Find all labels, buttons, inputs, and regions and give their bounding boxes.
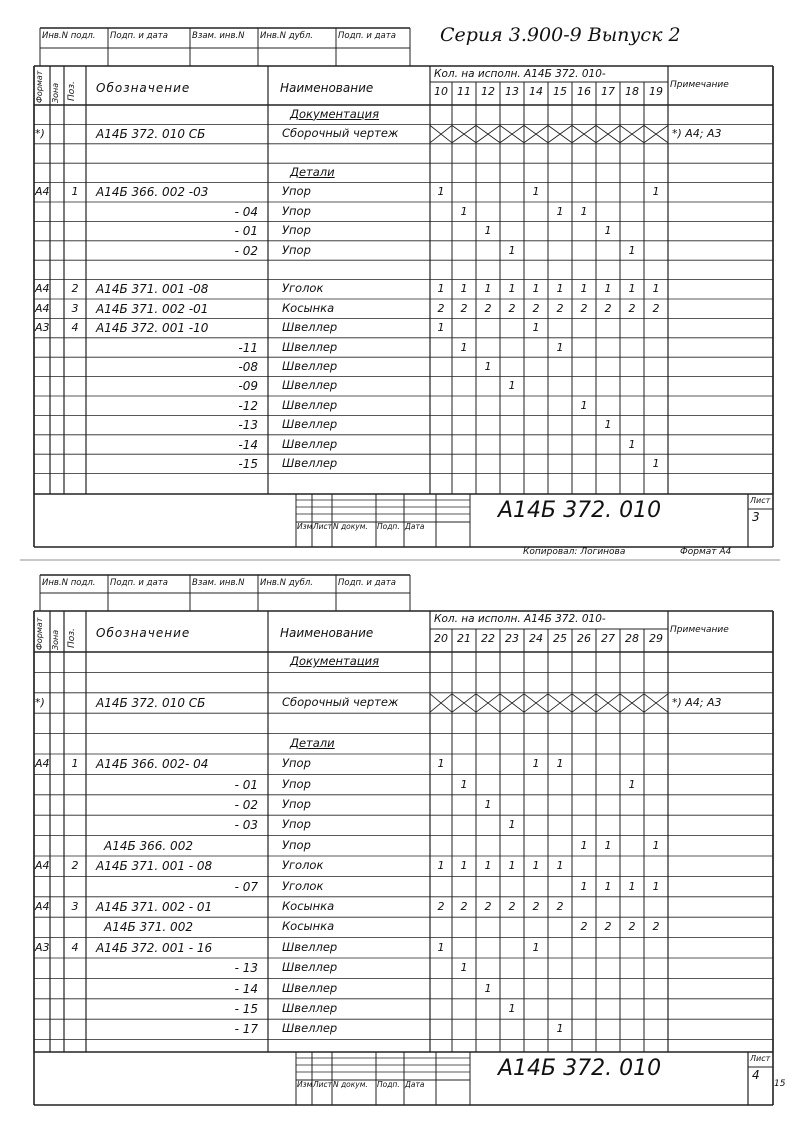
title-block-label: Изм <box>297 522 313 531</box>
qty-value: 2 <box>532 900 540 913</box>
qty-value: 1 <box>508 1002 516 1015</box>
qty-value: 2 <box>628 920 636 934</box>
col-header-format: Формат <box>35 70 44 103</box>
row-position: 2 <box>71 859 79 873</box>
qty-value: 2 <box>556 900 564 913</box>
row-designation: А14Б 366. 002- 04 <box>96 757 209 772</box>
qty-value: 1 <box>460 204 468 218</box>
qty-column-number: 14 <box>529 85 543 98</box>
row-name: Швеллер <box>282 436 338 451</box>
row-designation: -14 <box>238 437 258 452</box>
qty-column-number: 27 <box>601 632 615 645</box>
qty-value: 1 <box>580 838 588 852</box>
col-header-zone: Зона <box>51 82 60 103</box>
qty-value: 2 <box>604 920 612 934</box>
row-designation: - 02 <box>234 798 258 812</box>
qty-column-number: 16 <box>577 85 591 98</box>
qty-value: 2 <box>556 301 564 315</box>
row-name: Упор <box>282 776 311 791</box>
title-block-label: Лист <box>313 1080 333 1089</box>
row-name: Сборочный чертеж <box>282 126 399 141</box>
qty-value: 1 <box>437 859 445 873</box>
row-designation: А14Б 371. 002 -01 <box>96 301 209 316</box>
section-heading: Документация <box>290 106 380 121</box>
qty-column-number: 13 <box>505 85 519 98</box>
title-block-label: N докум. <box>333 1080 368 1089</box>
row-designation: - 03 <box>234 818 258 833</box>
row-position: 2 <box>71 282 79 296</box>
qty-value: 1 <box>508 379 516 393</box>
col-header-format: Формат <box>35 617 44 650</box>
qty-value: 1 <box>484 859 492 873</box>
qty-value: 1 <box>604 879 612 893</box>
qty-column-number: 22 <box>481 632 495 645</box>
qty-value: 2 <box>460 900 468 913</box>
qty-value: 1 <box>556 282 564 296</box>
row-name: Швеллер <box>282 1001 338 1015</box>
row-designation: - 07 <box>234 879 258 894</box>
row-format: А3 <box>35 940 50 954</box>
qty-value: 2 <box>460 301 468 315</box>
sheet-number: 3 <box>752 510 760 524</box>
row-designation: А14Б 366. 002 -03 <box>96 185 209 200</box>
qty-value: 1 <box>460 859 468 873</box>
qty-value: 1 <box>532 282 540 296</box>
row-designation: - 01 <box>234 224 258 239</box>
stamp-cell-label: Инв.N подл. <box>42 578 96 588</box>
row-designation: А14Б 372. 010 СБ <box>96 127 206 142</box>
qty-value: 1 <box>580 398 588 412</box>
sheet-number: 4 <box>752 1068 760 1082</box>
row-name: Швеллер <box>282 939 338 954</box>
row-designation: - 13 <box>234 961 258 976</box>
qty-value: 1 <box>437 282 445 296</box>
qty-value: 1 <box>460 282 468 296</box>
row-name: Упор <box>282 797 311 811</box>
qty-column-number: 11 <box>457 85 471 98</box>
row-name: Косынка <box>282 919 335 934</box>
row-designation: А14Б 372. 010 СБ <box>96 696 206 710</box>
row-name: Швеллер <box>282 358 338 373</box>
qty-value: 2 <box>604 301 612 315</box>
qty-column-number: 10 <box>434 85 448 98</box>
row-designation: А14Б 371. 002 <box>104 920 193 935</box>
row-name: Швеллер <box>282 378 338 393</box>
row-designation: А14Б 371. 001 - 08 <box>96 859 213 874</box>
sheet-label: Лист <box>750 496 771 505</box>
row-designation: - 15 <box>234 1002 258 1016</box>
qty-value: 2 <box>508 301 516 315</box>
qty-column-number: 20 <box>434 632 448 645</box>
row-designation: А14Б 372. 001 - 16 <box>96 940 213 955</box>
row-name: Швеллер <box>282 417 338 432</box>
qty-column-number: 23 <box>505 632 519 645</box>
row-position: 4 <box>71 321 79 335</box>
sheet-format: Формат А4 <box>680 547 732 557</box>
title-block-label: Подп. <box>377 522 400 531</box>
qty-value: 1 <box>532 321 540 335</box>
section-heading: Документация <box>290 654 380 669</box>
row-position: 3 <box>71 301 79 315</box>
qty-value: 1 <box>437 757 445 771</box>
row-name: Упор <box>282 184 311 199</box>
stamp-cell-label: Подп. и дата <box>338 578 396 588</box>
col-header-pos: Поз. <box>67 81 77 101</box>
qty-value: 1 <box>556 204 564 218</box>
qty-column-number: 26 <box>577 632 591 645</box>
qty-value: 1 <box>604 224 612 238</box>
qty-value: 2 <box>484 900 492 913</box>
qty-value: 1 <box>437 321 445 335</box>
qty-value: 1 <box>652 879 660 893</box>
row-designation: А14Б 372. 001 -10 <box>96 321 209 336</box>
row-designation: А14Б 371. 002 - 01 <box>96 900 213 914</box>
title-block-label: Дата <box>405 1080 425 1089</box>
qty-column-number: 12 <box>481 85 495 98</box>
col-header-name: Наименование <box>280 626 374 640</box>
row-designation: -12 <box>238 398 258 413</box>
row-position: 4 <box>71 940 79 954</box>
side-mark: 15 <box>774 1079 786 1089</box>
row-designation: - 01 <box>234 777 258 792</box>
row-designation: - 14 <box>234 981 258 996</box>
row-name: Швеллер <box>282 320 338 335</box>
qty-value: 1 <box>437 185 445 199</box>
qty-value: 2 <box>484 301 492 315</box>
row-name: Упор <box>282 223 311 238</box>
row-name: Швеллер <box>282 1021 338 1036</box>
qty-value: 2 <box>437 900 445 913</box>
qty-value: 1 <box>652 838 660 852</box>
qty-value: 1 <box>484 224 492 238</box>
stamp-cell-label: Взам. инв.N <box>192 578 245 588</box>
qty-value: 1 <box>556 340 564 354</box>
series-header: Серия 3.900-9 Выпуск 2 <box>440 24 681 46</box>
col-header-zone: Зона <box>51 629 60 650</box>
row-format: А4 <box>35 185 50 199</box>
col-header-designation: Обозначение <box>96 81 191 95</box>
qty-value: 1 <box>628 243 636 257</box>
col-header-note: Примечание <box>670 80 729 90</box>
row-name: Упор <box>282 756 311 771</box>
qty-column-number: 24 <box>529 632 543 645</box>
title-block-label: Дата <box>405 522 425 531</box>
row-name: Швеллер <box>282 455 338 470</box>
row-name: Упор <box>282 203 311 218</box>
stamp-cell-label: Подп. и дата <box>110 578 168 588</box>
row-name: Швеллер <box>282 980 338 995</box>
qty-value: 1 <box>556 1022 564 1036</box>
qty-value: 1 <box>484 798 492 811</box>
row-name: Уголок <box>282 878 324 893</box>
row-position: 1 <box>71 757 79 771</box>
col-header-pos: Поз. <box>67 628 77 648</box>
qty-value: 1 <box>652 185 660 199</box>
stamp-cell-label: Подп. и дата <box>110 31 168 41</box>
col-header-qty-group: Кол. на исполн. А14Б 372. 010- <box>434 613 606 625</box>
row-designation: - 04 <box>234 204 258 219</box>
row-designation: А14Б 366. 002 <box>104 838 193 853</box>
qty-value: 2 <box>580 301 588 315</box>
col-header-qty-group: Кол. на исполн. А14Б 372. 010- <box>434 68 606 80</box>
row-designation: -11 <box>238 340 258 355</box>
qty-value: 1 <box>628 879 636 893</box>
qty-value: 2 <box>508 900 516 913</box>
qty-value: 1 <box>484 359 492 373</box>
row-format: А4 <box>35 282 50 296</box>
qty-value: 1 <box>580 879 588 893</box>
row-name: Упор <box>282 242 311 257</box>
qty-value: 1 <box>460 340 468 354</box>
qty-value: 2 <box>652 301 660 315</box>
qty-value: 1 <box>532 757 540 771</box>
copied-by: Копировал: Логинова <box>523 547 626 557</box>
qty-value: 1 <box>508 282 516 296</box>
title-block-label: Лист <box>313 522 333 531</box>
row-format: А4 <box>35 301 50 315</box>
row-position: 3 <box>71 900 79 913</box>
qty-value: 1 <box>652 282 660 296</box>
sheet-label: Лист <box>750 1054 771 1063</box>
row-name: Упор <box>282 837 311 852</box>
col-header-note: Примечание <box>670 625 729 635</box>
qty-column-number: 18 <box>625 85 639 98</box>
qty-value: 1 <box>532 940 540 954</box>
qty-value: 1 <box>604 838 612 852</box>
qty-value: 1 <box>532 185 540 199</box>
row-designation: -15 <box>238 456 258 471</box>
qty-value: 1 <box>508 243 516 257</box>
row-format: *) <box>35 127 45 141</box>
qty-value: 1 <box>556 859 564 873</box>
qty-value: 1 <box>604 282 612 296</box>
row-name: Уголок <box>282 281 324 296</box>
document-code: А14Б 372. 010 <box>498 498 662 523</box>
col-header-name: Наименование <box>280 81 374 95</box>
row-name: Швеллер <box>282 397 338 412</box>
row-format: А4 <box>35 859 50 873</box>
qty-value: 2 <box>532 301 540 315</box>
row-designation: -13 <box>238 418 258 433</box>
stamp-cell-label: Подп. и дата <box>338 31 396 41</box>
qty-value: 1 <box>652 456 660 470</box>
stamp-cell-label: Взам. инв.N <box>192 31 245 41</box>
col-header-designation: Обозначение <box>96 626 191 640</box>
row-name: Косынка <box>282 899 335 913</box>
row-name: Сборочный чертеж <box>282 695 399 709</box>
title-block-label: N докум. <box>333 522 368 531</box>
qty-value: 1 <box>484 282 492 296</box>
qty-value: 2 <box>628 301 636 315</box>
row-designation: - 02 <box>234 243 258 258</box>
qty-value: 1 <box>437 940 445 954</box>
title-block-label: Подп. <box>377 1080 400 1089</box>
qty-column-number: 17 <box>601 85 615 98</box>
qty-value: 1 <box>460 961 468 975</box>
qty-value: 2 <box>437 301 445 315</box>
qty-column-number: 28 <box>625 632 639 645</box>
row-name: Швеллер <box>282 960 338 975</box>
row-designation: -08 <box>238 359 258 374</box>
qty-value: 1 <box>556 757 564 771</box>
section-heading: Детали <box>290 164 335 179</box>
row-position: 1 <box>71 185 79 199</box>
qty-column-number: 15 <box>553 85 567 98</box>
qty-value: 1 <box>628 282 636 296</box>
qty-value: 1 <box>628 777 636 791</box>
qty-value: 1 <box>580 282 588 296</box>
qty-value: 1 <box>532 859 540 873</box>
title-block-label: Изм <box>297 1080 313 1089</box>
row-format: А4 <box>35 900 50 913</box>
stamp-cell-label: Инв.N дубл. <box>260 31 313 41</box>
qty-value: 1 <box>460 777 468 791</box>
qty-value: 2 <box>652 920 660 934</box>
qty-column-number: 19 <box>649 85 663 98</box>
stamp-cell-label: Инв.N подл. <box>42 31 96 41</box>
row-name: Швеллер <box>282 339 338 354</box>
row-designation: А14Б 371. 001 -08 <box>96 282 209 297</box>
row-designation: - 17 <box>234 1022 258 1037</box>
section-heading: Детали <box>290 735 335 750</box>
qty-value: 1 <box>508 859 516 873</box>
row-format: А3 <box>35 321 50 335</box>
qty-value: 1 <box>628 437 636 451</box>
row-name: Уголок <box>282 858 324 873</box>
document-code: А14Б 372. 010 <box>498 1056 662 1081</box>
qty-value: 1 <box>508 818 516 832</box>
row-designation: -09 <box>238 379 258 394</box>
row-note: *) А4; А3 <box>672 127 722 141</box>
qty-value: 1 <box>580 204 588 218</box>
row-name: Косынка <box>282 300 335 315</box>
row-format: А4 <box>35 757 50 771</box>
row-name: Упор <box>282 817 311 832</box>
row-note: *) А4; А3 <box>672 696 722 709</box>
qty-column-number: 25 <box>553 632 567 645</box>
qty-value: 2 <box>580 920 588 934</box>
stamp-cell-label: Инв.N дубл. <box>260 578 313 588</box>
qty-column-number: 29 <box>649 632 663 645</box>
row-format: *) <box>35 696 45 709</box>
qty-value: 1 <box>604 418 612 432</box>
qty-value: 1 <box>484 981 492 995</box>
qty-column-number: 21 <box>457 632 471 645</box>
